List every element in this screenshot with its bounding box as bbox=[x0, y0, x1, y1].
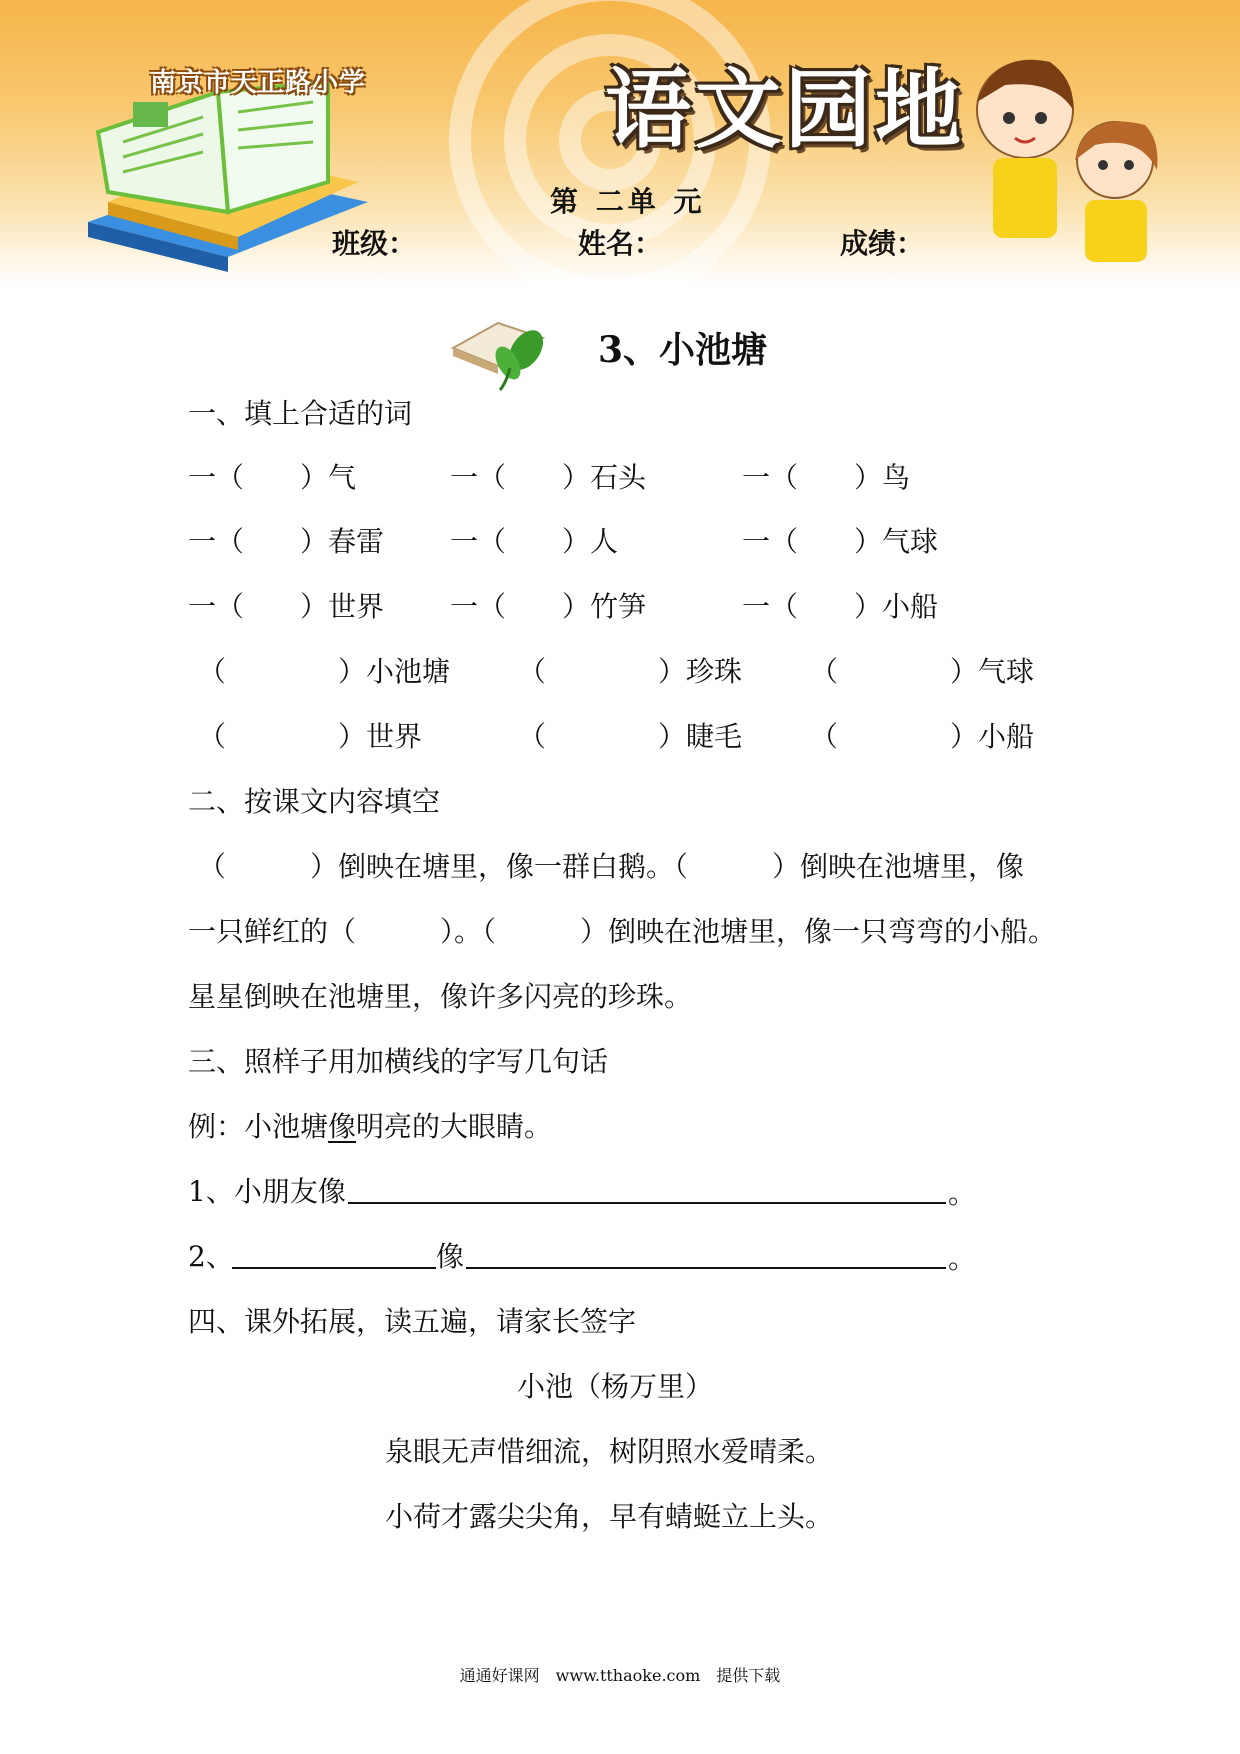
school-name: 南京市天正路小学 bbox=[150, 68, 367, 98]
answer-line[interactable] bbox=[466, 1267, 946, 1269]
children-cartoon-icon bbox=[945, 40, 1175, 270]
fill-item: 一（ ）世界 bbox=[188, 590, 385, 623]
fill-item: 一（ ）气 bbox=[188, 461, 357, 494]
example-underlined-word: 像 bbox=[328, 1110, 357, 1143]
item2-label: 2、 bbox=[188, 1240, 234, 1273]
book-leaf-icon bbox=[448, 308, 558, 393]
fill-item: 一（ ）竹笋 bbox=[450, 590, 647, 623]
fill-item: 一（ ）人 bbox=[450, 525, 619, 558]
answer-line[interactable] bbox=[232, 1267, 436, 1269]
brand-logo-text: 语文园地 bbox=[605, 60, 965, 160]
example-sentence bbox=[188, 1105, 552, 1145]
example-before: 例：小池塘 bbox=[188, 1110, 329, 1143]
fill-item: 一（ ）气球 bbox=[742, 525, 939, 558]
fill-item: （ ）睫毛 bbox=[518, 720, 743, 753]
name-label: 姓名： bbox=[578, 227, 663, 260]
poem-title: 小池（杨万里） bbox=[517, 1370, 714, 1403]
class-label: 班级： bbox=[332, 227, 417, 260]
answer-line[interactable] bbox=[348, 1202, 946, 1204]
end-mark: 。 bbox=[948, 1242, 977, 1275]
fill-item: （ ）气球 bbox=[810, 655, 1035, 688]
example-after: 明亮的大眼睛。 bbox=[356, 1110, 553, 1143]
lesson-title: 3、小池塘 bbox=[598, 329, 768, 371]
footer-credit: 通通好课网 www.tthaoke.com 提供下载 bbox=[459, 1666, 781, 1685]
passage-line: 一只鲜红的（ ）。（ ）倒映在池塘里，像一只弯弯的小船。 bbox=[188, 915, 1057, 948]
passage-line: （ ）倒映在塘里，像一群白鹅。（ ）倒映在池塘里，像 bbox=[198, 850, 1025, 883]
fill-item: 一（ ）小船 bbox=[742, 590, 939, 623]
item1-label: 1、小朋友像 bbox=[188, 1175, 346, 1208]
header-banner bbox=[0, 0, 1240, 285]
poem-line: 小荷才露尖尖角，早有蜻蜓立上头。 bbox=[385, 1500, 834, 1533]
passage-line: 星星倒映在池塘里，像许多闪亮的珍珠。 bbox=[188, 980, 693, 1013]
poem-line: 泉眼无声惜细流，树阴照水爱晴柔。 bbox=[385, 1435, 834, 1468]
section2-heading: 二、按课文内容填空 bbox=[188, 785, 441, 818]
fill-item: （ ）小船 bbox=[810, 720, 1035, 753]
open-books-icon bbox=[78, 72, 368, 285]
fill-item: 一（ ）鸟 bbox=[742, 461, 911, 494]
fill-item: 一（ ）春雷 bbox=[188, 525, 385, 558]
fill-item: 一（ ）石头 bbox=[450, 461, 647, 494]
item2-mid-word: 像 bbox=[436, 1240, 465, 1273]
end-mark: 。 bbox=[948, 1177, 977, 1210]
section3-heading: 三、照样子用加横线的字写几句话 bbox=[188, 1045, 609, 1078]
section4-heading: 四、课外拓展，读五遍，请家长签字 bbox=[188, 1305, 637, 1338]
fill-item: （ ）小池塘 bbox=[198, 655, 451, 688]
unit-label: 第 二单 元 bbox=[550, 185, 706, 218]
score-label: 成绩： bbox=[840, 227, 925, 260]
section1-heading: 一、填上合适的词 bbox=[188, 397, 413, 430]
fill-item: （ ）世界 bbox=[198, 720, 423, 753]
fill-item: （ ）珍珠 bbox=[518, 655, 743, 688]
